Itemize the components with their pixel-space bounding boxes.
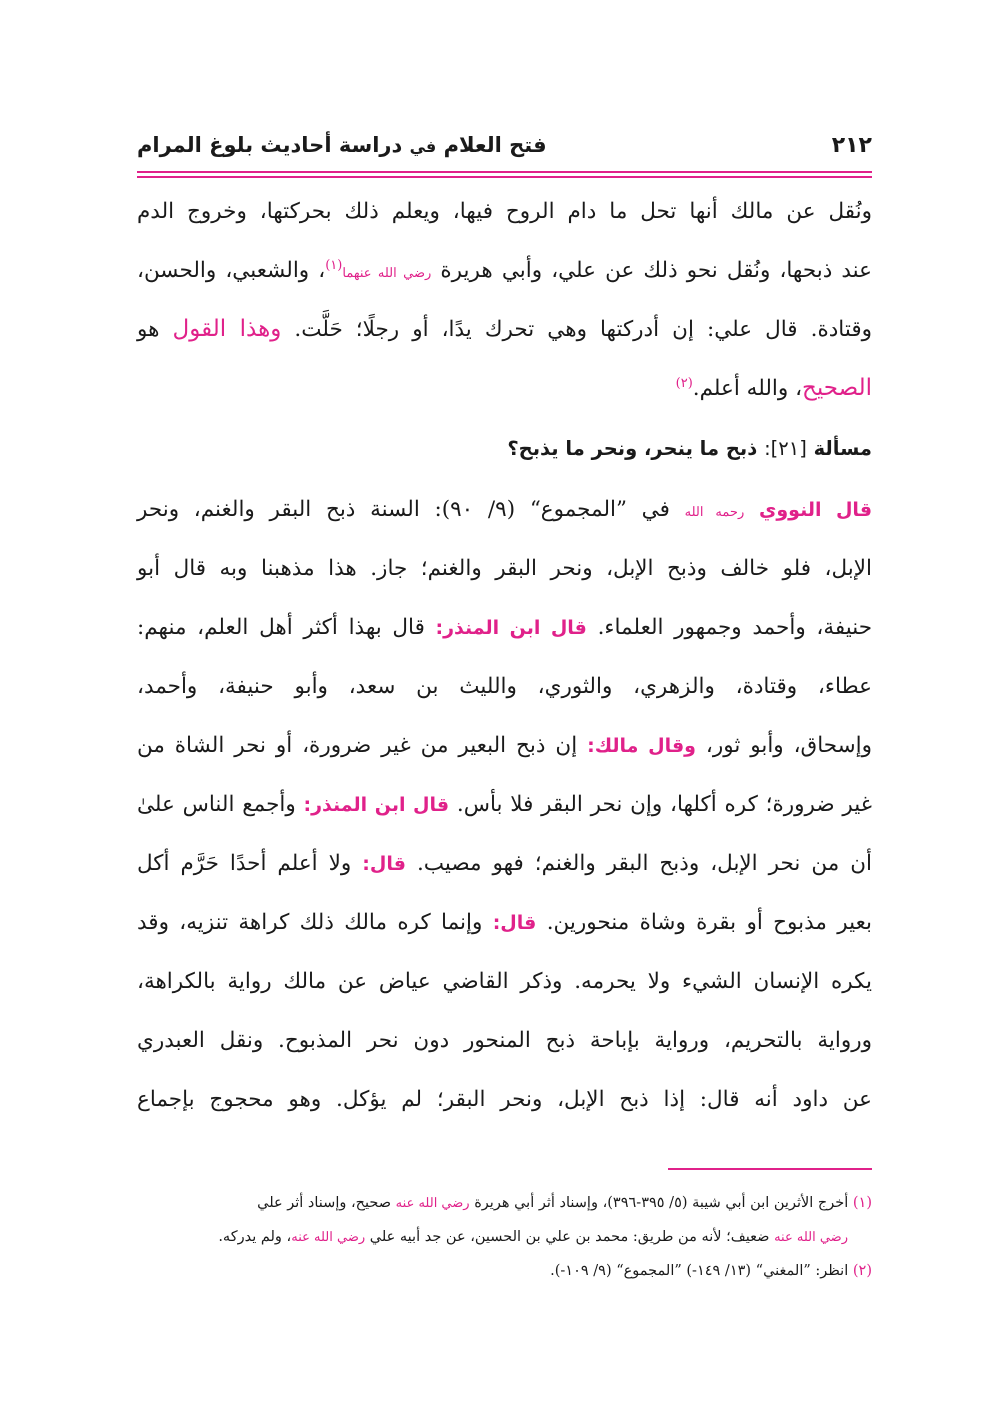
header-rule-bottom	[137, 176, 872, 178]
footnote-2-number: (٢)	[852, 1263, 872, 1279]
para2-line8	[137, 893, 872, 952]
footnote-1-line2	[137, 1220, 872, 1254]
book-title-small-word: في	[409, 137, 437, 156]
book-title-part2: دراسة أحاديث بلوغ المرام	[137, 133, 403, 157]
para1-line2	[137, 241, 872, 300]
para2-line6	[137, 775, 872, 834]
header-rule-top	[137, 171, 872, 173]
footnote-honorific-2: رضي الله عنه	[774, 1230, 848, 1245]
para1-line1-text: ونُقل عن مالك أنها تحل ما دام الروح فيها، ويعلم ذلك بحركتها، وخروج الدم	[137, 199, 872, 224]
para2-line3-text-b: قال بهذا أكثر أهل العلم، منهم:	[137, 615, 425, 640]
para2-line10	[137, 1011, 872, 1070]
speaker-nawawi: قال النووي	[758, 499, 873, 521]
footnote-separator	[668, 1168, 872, 1170]
para2-line2-text: الإبل، فلو خالف وذبح الإبل، ونحر البقر والغنم؛ جاز. هذا مذهبنا وبه قال أبو	[137, 556, 872, 581]
footnote-ref-2[interactable]: (٢)	[675, 375, 693, 391]
para2-line1	[137, 480, 872, 539]
para2-line5-text-a: وإسحاق، وأبو ثور،	[705, 733, 873, 758]
footnote-1-number: (١)	[852, 1195, 872, 1211]
footnote-honorific-1: رضي الله عنه	[395, 1196, 470, 1211]
para1-line3-text-a: وقتادة. قال علي: إن أدركتها وهي تحرك يدًا، أو رجلًا؛ حَلَّت.	[294, 317, 872, 342]
para2-line1-text: في ”المجموع“ (٩/ ٩٠): السنة ذبح البقر والغنم، ونحر	[137, 497, 670, 522]
para2-line8-text-a: بعير مذبوح أو بقرة وشاة منحورين.	[546, 910, 872, 935]
para2-line7	[137, 834, 872, 893]
para2-line11	[137, 1070, 872, 1129]
highlight-correct: الصحيح	[802, 375, 872, 401]
issue-title: ذبح ما ينحر، ونحر ما يذبح؟	[507, 437, 758, 460]
para1-line1	[137, 182, 872, 241]
running-header	[137, 122, 872, 168]
para1-line4-text: ، والله أعلم.	[692, 376, 803, 401]
issue-number: [٢١]:	[764, 437, 807, 460]
highlight-this-opinion: وهذا القول	[172, 316, 282, 342]
para2-line5-text-b: إن ذبح البعير من غير ضرورة، أو نحر الشاة من	[137, 733, 578, 758]
issue-heading	[137, 418, 872, 480]
para2-line6-text-b: وأجمع الناس علىٰ	[137, 792, 296, 817]
para1-line2-text-b: ، والشعبي، والحسن،	[137, 258, 326, 283]
honorific-rahimahullah: رحمه الله	[684, 505, 745, 520]
footnote-1-text-d: ، ولم يدركه.	[218, 1229, 292, 1245]
book-title-part1: فتح العلام	[443, 133, 547, 157]
speaker-qal-2: قال:	[492, 912, 537, 934]
speaker-ibn-almundhir-2: قال ابن المنذر:	[303, 794, 450, 816]
para1-line4	[137, 359, 872, 418]
para2-line4	[137, 657, 872, 716]
issue-label: مسألة	[813, 437, 872, 460]
footnote-2-text: انظر: ”المغني“ (١٣/ ١٤٩-) ”المجموع“ (٩/ ١٠٩-).	[550, 1263, 849, 1279]
book-title	[137, 133, 547, 157]
main-text	[137, 182, 872, 1129]
footnote-2	[137, 1254, 872, 1288]
para1-line2-text-a: عند ذبحها، ونُقل نحو ذلك عن علي، وأبي هريرة	[440, 258, 872, 283]
para1-line3-text-b: هو	[137, 317, 160, 342]
footnotes	[137, 1186, 872, 1288]
footnote-honorific-3: رضي الله عنه	[291, 1230, 366, 1245]
para1-line3	[137, 300, 872, 359]
footnote-1-text-b: صحيح، وإسناد أثر علي	[257, 1195, 392, 1211]
footnote-1-text-a: أخرج الأثرين ابن أبي شيبة (٥/ ٣٩٥-٣٩٦)، وإسناد أثر أبي هريرة	[474, 1195, 849, 1211]
speaker-ibn-almundhir: قال ابن المنذر:	[435, 617, 587, 639]
para2-line4-text: عطاء، وقتادة، والزهري، والثوري، والليث بن سعد، وأبو حنيفة، وأحمد،	[137, 674, 872, 699]
honorific-radiyallahu: رضي الله عنهما	[342, 266, 432, 281]
page-number: ٢١٢	[831, 132, 872, 158]
para2-line2	[137, 539, 872, 598]
footnote-ref-1[interactable]: (١)	[325, 257, 343, 273]
para2-line9	[137, 952, 872, 1011]
para2-line6-text-a: غير ضرورة؛ كره أكلها، وإن نحر البقر فلا بأس.	[456, 792, 873, 817]
para2-line3-text-a: حنيفة، وأحمد وجمهور العلماء.	[597, 615, 872, 640]
speaker-malik: وقال مالك:	[587, 735, 696, 757]
footnote-1-text-c: ضعيف؛ لأنه من طريق: محمد بن علي بن الحسين، عن جد أبيه علي	[369, 1229, 770, 1245]
para2-line7-text-a: أن من نحر الإبل، وذبح البقر والغنم؛ فهو مصيب.	[416, 851, 872, 876]
para2-line11-text: عن داود أنه قال: إذا ذبح الإبل، ونحر البقر؛ لم يؤكل. وهو محجوج بإجماع	[137, 1087, 872, 1112]
footnote-1-line1	[137, 1186, 872, 1220]
para2-line9-text: يكره الإنسان الشيء ولا يحرمه. وذكر القاضي عياض عن مالك رواية بالكراهة،	[137, 969, 872, 994]
speaker-qal: قال:	[362, 853, 406, 875]
para2-line10-text: ورواية بالتحريم، ورواية بإباحة ذبح المنحور دون نحر المذبوح. ونقل العبدري	[137, 1028, 872, 1053]
para2-line3	[137, 598, 872, 657]
para2-line8-text-b: وإنما كره مالك ذلك كراهة تنزيه، وقد	[137, 910, 483, 935]
para2-line5	[137, 716, 872, 775]
para2-line7-text-b: ولا أعلم أحدًا حَرَّم أكل	[137, 851, 352, 876]
